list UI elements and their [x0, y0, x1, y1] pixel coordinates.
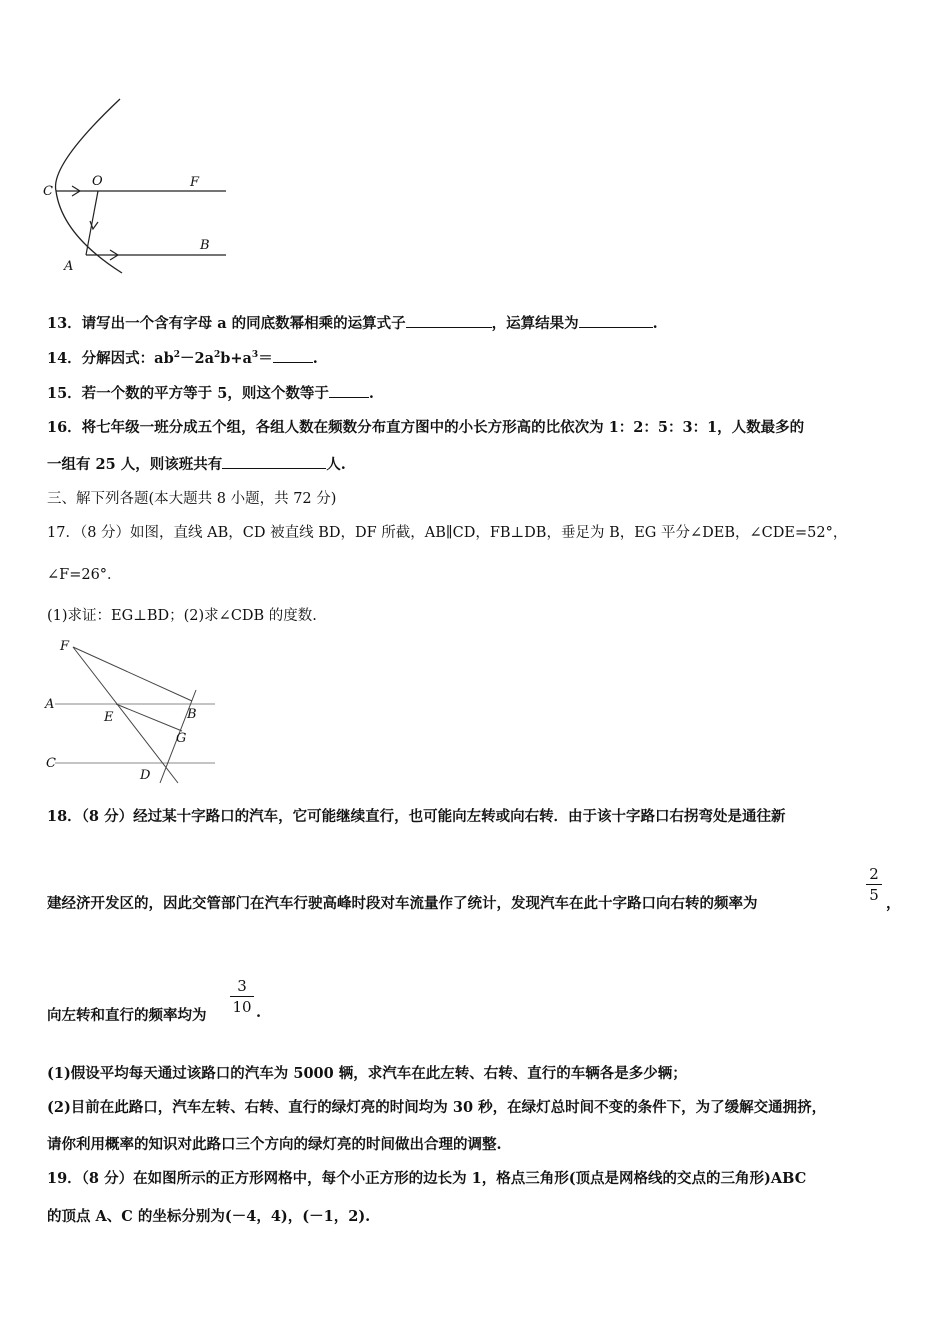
q14-blank [273, 348, 313, 363]
label-C: C [46, 756, 56, 771]
q14-sup1: 2 [173, 350, 180, 361]
label-C: C [43, 184, 53, 199]
question-17-line3: (1)求证：EG⊥BD；(2)求∠CDB 的度数. [47, 608, 317, 624]
question-17-line1: 17．（8 分）如图，直线 AB，CD 被直线 BD，DF 所截，AB∥CD，FB⊥DB，垂足为 B，EG 平分∠DEB，∠CDE=52°， [47, 525, 848, 541]
question-18-part2-line1: (2)目前在此路口，汽车左转、右转、直行的绿灯亮的时间均为 30 秒，在绿灯总时间不变的条件下，为了缓解交通拥挤， [47, 1099, 827, 1116]
label-A: A [45, 697, 55, 712]
line-EG [116, 704, 182, 731]
figure-arc-rays [40, 95, 240, 280]
q16-end: 人. [326, 456, 346, 473]
q14-end: . [312, 350, 318, 367]
question-19-line2: 的顶点 A、C 的坐标分别为(－4，4)，(－1，2). [47, 1208, 371, 1225]
line-FB [73, 647, 192, 701]
label-A: A [64, 259, 74, 274]
question-18-line1: 18．（8 分）经过某十字路口的汽车，它可能继续直行，也可能向左转或向右转．由于该十字路口右拐弯处是通往新 [47, 808, 786, 825]
q15-end: . [368, 385, 374, 402]
question-18-part1: (1)假设平均每天通过该路口的汽车为 5000 辆，求汽车在此左转、右转、直行的车辆各是多少辆； [47, 1065, 687, 1082]
label-F: F [60, 639, 70, 654]
question-15 [47, 382, 374, 403]
frac2-den: 10 [232, 998, 252, 1016]
question-18-line2 [47, 892, 758, 913]
q18-line2-text: 建经济开发区的，因此交管部门在汽车行驶高峰时段对车流量作了统计，发现汽车在此十字路口向右转的频率为 [47, 895, 758, 912]
q14-mid2: b+a [220, 350, 252, 367]
q18-line3-end: . [256, 1004, 262, 1021]
section-3-title: 三、解下列各题(本大题共 8 小题，共 72 分) [47, 491, 337, 507]
frac1-bar [866, 884, 882, 885]
label-E: E [104, 710, 114, 725]
figure-parallel-lines [40, 635, 220, 785]
frac2-bar [230, 996, 254, 997]
q18-line3-text: 向左转和直行的频率均为 [47, 1007, 207, 1024]
q14-prefix: 14．分解因式：ab [47, 350, 174, 367]
curve-arc [56, 99, 122, 273]
label-B: B [200, 238, 210, 253]
q14-sup2: 2 [213, 350, 221, 361]
frac1-num: 2 [869, 865, 879, 883]
question-13 [47, 312, 658, 333]
fraction-right-turn [866, 865, 882, 904]
question-14 [47, 347, 318, 368]
q13-text-b: ，运算结果为 [491, 315, 579, 332]
question-17-line2: ∠F=26°． [47, 567, 122, 583]
label-B: B [187, 707, 197, 722]
q15-blank [329, 383, 369, 398]
q16-line2-text: 一组有 25 人，则该班共有 [47, 456, 223, 473]
question-18-part2-line2: 请你利用概率的知识对此路口三个方向的绿灯亮的时间做出合理的调整. [47, 1136, 502, 1153]
q14-sup3: 3 [251, 350, 259, 361]
label-G: G [176, 731, 187, 746]
label-D: D [140, 768, 151, 783]
q14-mid1: －2a [179, 350, 214, 367]
q13-end: . [652, 315, 658, 332]
label-F: F [190, 175, 200, 190]
label-O: O [92, 174, 103, 189]
question-16-line1: 16．将七年级一班分成五个组，各组人数在频数分布直方图中的小长方形高的比依次为 1：2：5：3：1，人数最多的 [47, 419, 805, 436]
q18-line2-end: ， [886, 895, 901, 912]
q13-text-a: 13．请写出一个含有字母 a 的同底数幂相乘的运算式子 [47, 315, 406, 332]
fraction-left-straight [230, 977, 254, 1016]
q16-blank [222, 454, 326, 469]
frac1-den: 5 [869, 886, 879, 904]
segment-OA [86, 191, 98, 255]
frac2-num: 3 [237, 977, 247, 995]
question-18-line3 [47, 1004, 207, 1025]
q14-eq: ＝ [258, 350, 273, 367]
question-19-line1: 19．（8 分）在如图所示的正方形网格中，每个小正方形的边长为 1，格点三角形(顶点是网格线的交点的三角形)ABC [47, 1170, 807, 1187]
question-16-line2 [47, 453, 346, 474]
q13-blank-1 [406, 313, 492, 328]
q15-text: 15．若一个数的平方等于 5，则这个数等于 [47, 385, 329, 402]
q13-blank-2 [579, 313, 653, 328]
